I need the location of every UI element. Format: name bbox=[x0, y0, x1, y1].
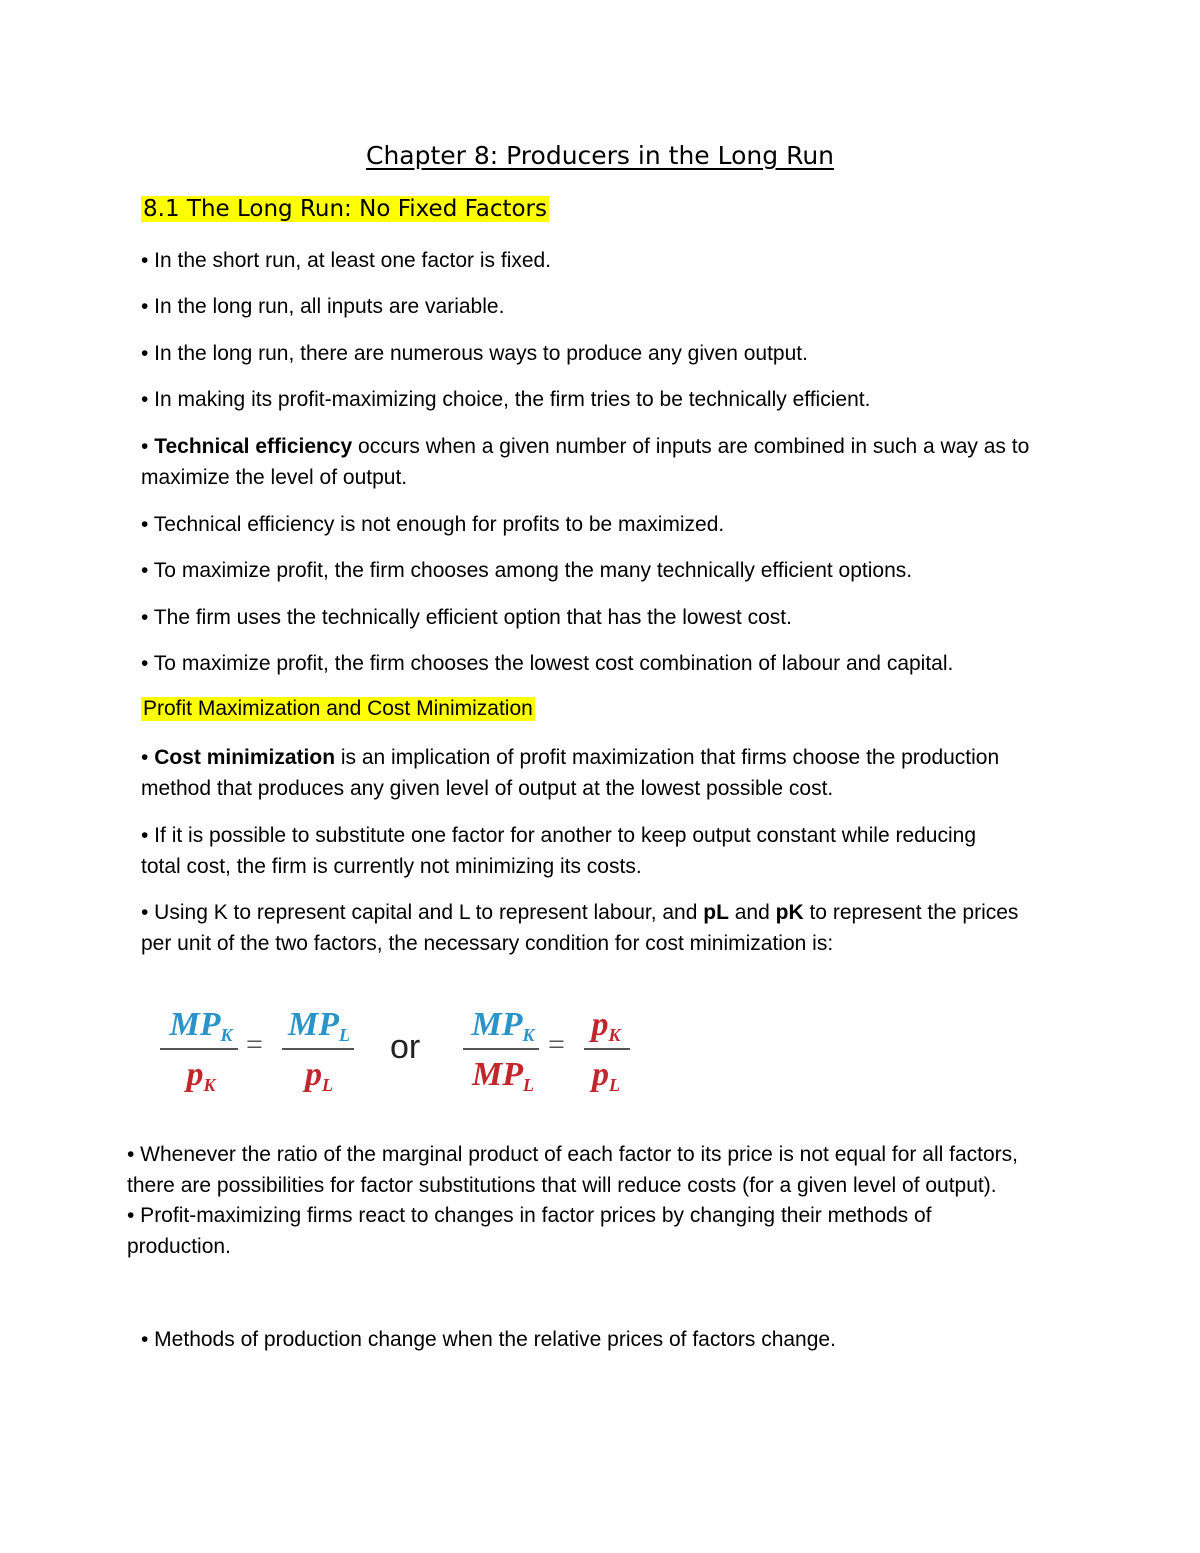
profit-line1: • Profit-maximizing firms react to changes in factor prices by changing their methods of bbox=[127, 1204, 932, 1227]
bullet-profit-maximizing-firms bbox=[127, 1200, 932, 1262]
term-cost-minimization: Cost minimization bbox=[154, 746, 336, 769]
whenever-line1: • Whenever the ratio of the marginal product of each factor to its price is not equal for all factors, bbox=[127, 1143, 1018, 1166]
bullet-long-run-variable: • In the long run, all inputs are variable. bbox=[141, 295, 505, 318]
bullet-chooses-among: • To maximize profit, the firm chooses among the many technically efficient options. bbox=[141, 559, 913, 582]
or-text: or bbox=[390, 1028, 421, 1066]
section-heading-profit-max: Profit Maximization and Cost Minimization bbox=[143, 697, 533, 720]
using-text-part2: and bbox=[728, 901, 776, 924]
bullet-technically-efficient: • In making its profit-maximizing choice, the firm tries to be technically efficient. bbox=[141, 388, 871, 411]
using-text-part1: • Using K to represent capital and L to represent labour, and bbox=[141, 901, 704, 924]
bullet-substitute-factor bbox=[141, 820, 976, 882]
bullet-not-enough: • Technical efficiency is not enough for profits to be maximized. bbox=[141, 513, 725, 536]
substitute-line1: • If it is possible to substitute one factor for another to keep output constant while reducing bbox=[141, 824, 977, 847]
fraction-bar bbox=[584, 1048, 630, 1050]
bullet-technical-efficiency-definition bbox=[141, 431, 1029, 493]
fraction-bar bbox=[282, 1048, 354, 1050]
fraction-bar bbox=[160, 1048, 238, 1050]
fraction-mpk-over-pk bbox=[162, 1006, 240, 1046]
numerator-mpl: $MP_L$ bbox=[288, 1006, 350, 1045]
profit-line2: production. bbox=[127, 1235, 231, 1258]
numerator-mpk: $MP_K$ bbox=[471, 1006, 535, 1045]
equals-sign: = bbox=[548, 1028, 565, 1061]
fraction-pk-over-pl bbox=[582, 1006, 630, 1046]
bullet-methods-of-production: • Methods of production change when the relative prices of factors change. bbox=[141, 1328, 836, 1351]
cost-minimization-formula bbox=[150, 1000, 650, 1110]
bullet-numerous-ways: • In the long run, there are numerous ways to produce any given output. bbox=[141, 342, 808, 365]
bullet-lowest-cost-option: • The firm uses the technically efficient option that has the lowest cost. bbox=[141, 606, 792, 629]
denominator-pl: $p_L$ bbox=[592, 1056, 620, 1095]
fraction-mpl-over-pl bbox=[282, 1006, 356, 1046]
fraction-mpk-over-mpl bbox=[464, 1006, 542, 1046]
substitute-line2: total cost, the firm is currently not minimizing its costs. bbox=[141, 855, 642, 878]
using-text-part3: to represent the prices bbox=[803, 901, 1019, 924]
bullet-prefix: • bbox=[141, 746, 155, 769]
equals-sign: = bbox=[246, 1028, 263, 1061]
bullet-prefix: • bbox=[141, 435, 155, 458]
bullet-using-k-and-l bbox=[141, 897, 1018, 959]
bullet-cost-minimization-definition bbox=[141, 742, 999, 804]
fraction-bar bbox=[463, 1048, 539, 1050]
bullet-whenever-ratio bbox=[127, 1139, 1018, 1201]
bullet-short-run: • In the short run, at least one factor is fixed. bbox=[141, 249, 552, 272]
numerator-mpk: $MP_K$ bbox=[169, 1006, 233, 1045]
term-pk: pK bbox=[775, 901, 804, 924]
denominator-mpl: $MP_L$ bbox=[472, 1056, 534, 1095]
term-pl: pL bbox=[703, 901, 729, 924]
definition-text-line2: maximize the level of output. bbox=[141, 466, 408, 489]
definition-text: occurs when a given number of inputs are combined in such a way as to bbox=[352, 435, 1030, 458]
definition-text: is an implication of profit maximization that firms choose the production bbox=[335, 746, 1000, 769]
whenever-line2: there are possibilities for factor substitutions that will reduce costs (for a given level of output). bbox=[127, 1174, 997, 1197]
denominator-pk: $p_K$ bbox=[186, 1056, 216, 1095]
numerator-pk: $p_K$ bbox=[591, 1006, 621, 1045]
section-heading-long-run: 8.1 The Long Run: No Fixed Factors bbox=[143, 196, 547, 222]
term-technical-efficiency: Technical efficiency bbox=[154, 435, 353, 458]
denominator-pl: $p_L$ bbox=[305, 1056, 333, 1095]
bullet-lowest-cost-combination: • To maximize profit, the firm chooses the lowest cost combination of labour and capital. bbox=[141, 652, 954, 675]
using-text-line2: per unit of the two factors, the necessary condition for cost minimization is: bbox=[141, 932, 834, 955]
page-title: Chapter 8: Producers in the Long Run bbox=[365, 141, 835, 170]
definition-text-line2: method that produces any given level of output at the lowest possible cost. bbox=[141, 777, 834, 800]
